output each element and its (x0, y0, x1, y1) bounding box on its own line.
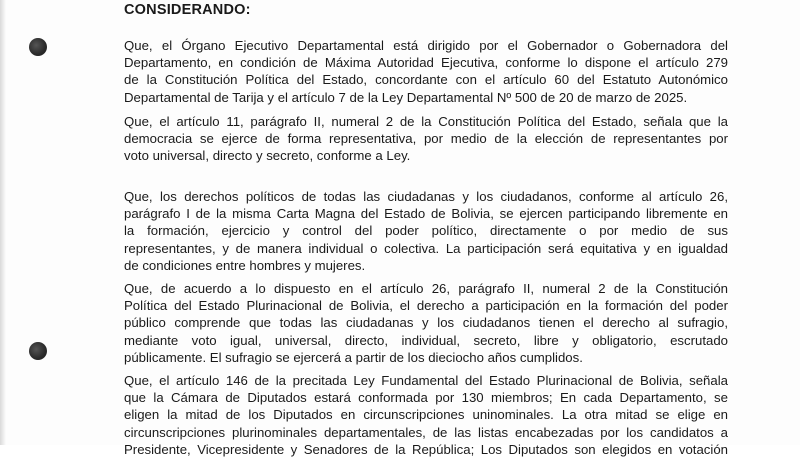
paragraph (124, 188, 728, 274)
paragraph (124, 113, 728, 165)
paragraph-line: circunscripciones plurinominales departamentales, de las listas encabezadas por los candidatos a (124, 424, 728, 440)
punch-hole (29, 38, 47, 56)
paragraph-line: voto universal, directo y secreto, conforme a Ley. (124, 148, 411, 164)
paragraph-line: Política del Estado Plurinacional de Bolivia, el derecho a participación en la formación del poder (124, 298, 728, 314)
paragraph-line: eligen la mitad de los Diputados en circunscripciones uninominales. La otra mitad se elige en (124, 407, 728, 423)
page-edge-shadow (0, 0, 6, 445)
paragraph-line: representantes, y de manera individual o colectiva. La participación será equitativa y en igualdad (124, 240, 728, 256)
paragraph-line: de la Constitución Política del Estado, concordante con el artículo 60 del Estatuto Autonómico (124, 72, 728, 88)
paragraph-line: mediante voto igual, universal, directo, individual, secreto, libre y obligatorio, escrutado (124, 332, 728, 348)
section-heading: CONSIDERANDO: (124, 2, 251, 18)
paragraph (124, 37, 728, 106)
paragraph-line: de condiciones entre hombres y mujeres. (124, 257, 366, 273)
paragraph-line: Que, de acuerdo a lo dispuesto en el artículo 26, parágrafo II, numeral 2 de la Constitución (124, 281, 728, 296)
paragraph-line: Que, el artículo 146 de la precitada Ley Fundamental del Estado Plurinacional de Bolivia, señala (124, 373, 728, 388)
paragraph-line: Departamento, en condición de Máxima Autoridad Ejecutiva, conforme lo dispone el artículo 279 (124, 55, 728, 71)
paragraph-line: Que, los derechos políticos de todas las ciudadanas y los ciudadanos, conforme al artículo 26, (124, 189, 728, 204)
paragraph-line: Presidente, Vicepresidente y Senadores de la República; Los Diputados son elegidos en votación (124, 441, 728, 457)
paragraph-line: Departamental de Tarija y el artículo 7 de la Ley Departamental Nº 500 de 20 de marzo de 2025. (124, 89, 688, 105)
paragraph (124, 280, 728, 366)
paragraph-line: parágrafo I de la misma Carta Magna del Estado de Bolivia, se ejercen participando libremente en (124, 206, 728, 222)
paragraph-line: Que, el artículo 11, parágrafo II, numeral 2 de la Constitución Política del Estado, señala que la (124, 114, 728, 129)
paragraph-line: que la Cámara de Diputados estará conformada por 130 miembros; En cada Departamento, se (124, 390, 728, 406)
punch-hole (29, 342, 47, 360)
paragraph-line: público comprende que todas las ciudadanas y los ciudadanos tienen el derecho al sufragio, (124, 315, 728, 331)
paragraph-line: públicamente. El sufragio se ejercerá a partir de los dieciocho años cumplidos. (124, 349, 583, 365)
paragraph-line: democracia se ejerce de forma representativa, por medio de la elección de representantes por (124, 131, 728, 147)
paragraph-line: la formación, ejercicio y control del poder político, directamente o por medio de sus (124, 223, 728, 239)
paragraph-line: Que, el Órgano Ejecutivo Departamental está dirigido por el Gobernador o Gobernadora del (124, 38, 728, 53)
paragraph (124, 372, 728, 458)
